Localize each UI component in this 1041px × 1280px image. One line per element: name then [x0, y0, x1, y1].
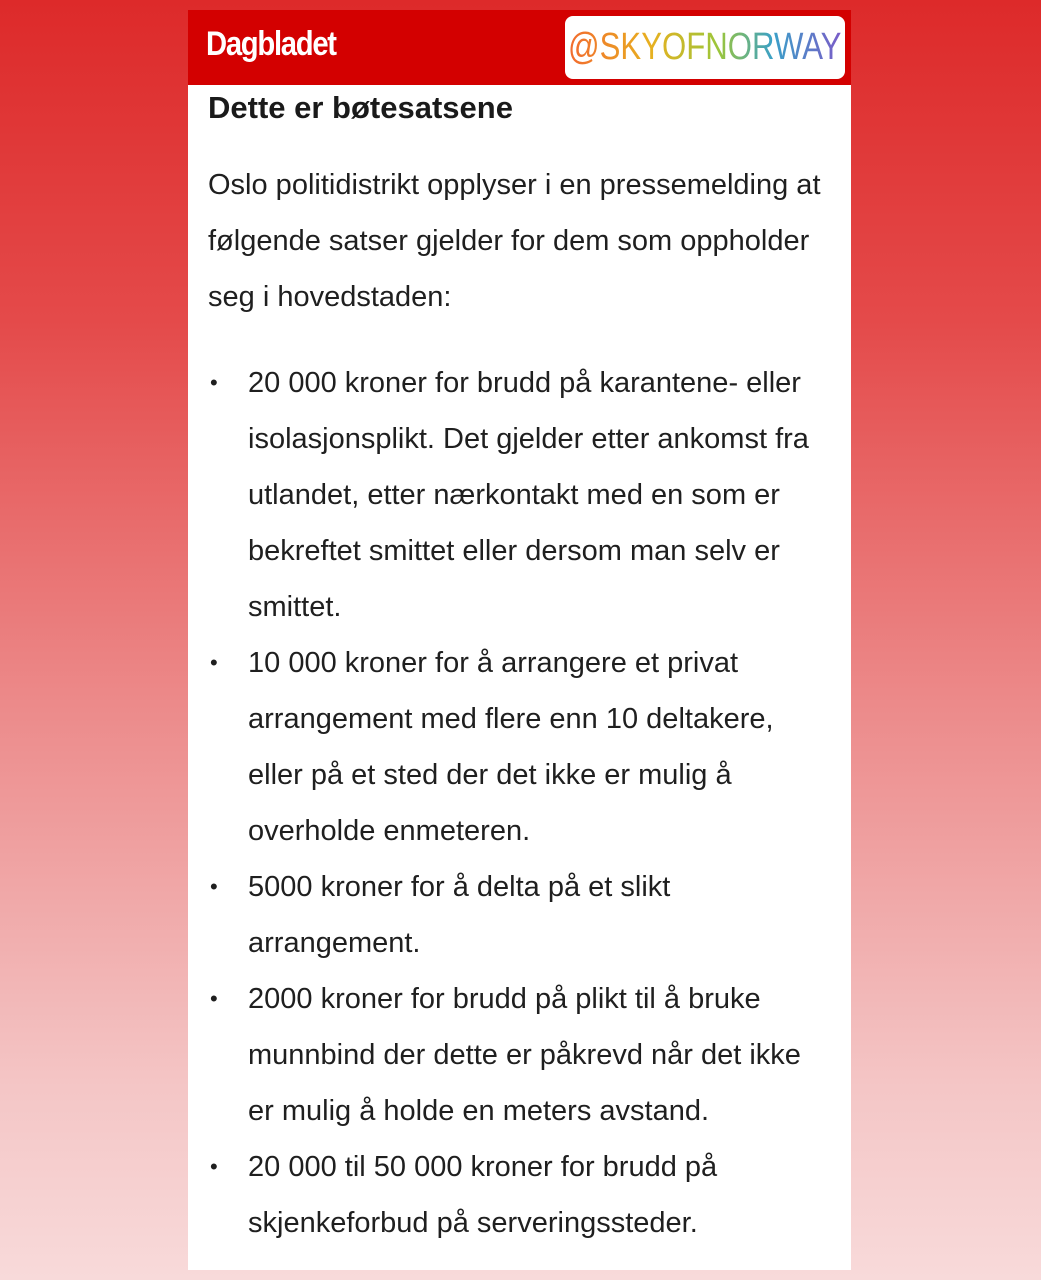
fine-text: 2000 kroner for brudd på plikt til å bruke munnbind der dette er påkrevd når det ikke er mulig å holde en meters avstand.: [248, 983, 801, 1127]
bullet-icon: •: [210, 874, 218, 899]
article-body: [188, 88, 851, 1251]
fine-text: 20 000 til 50 000 kroner for brudd på skjenkeforbud på serveringssteder.: [248, 1151, 718, 1239]
bullet-icon: •: [210, 986, 218, 1011]
account-tag-text: @SKYOFNORWAY: [568, 26, 842, 68]
fine-list-item: [208, 859, 833, 971]
fine-list-item: [208, 1139, 833, 1251]
fine-list-item: [208, 355, 833, 635]
article-screenshot-card: [188, 10, 851, 1270]
article-intro: Oslo politidistrikt opplyser i en pressemelding at følgende satser gjelder for dem som oppholder seg i hovedstaden:: [208, 169, 821, 313]
account-tag: [565, 16, 845, 79]
fine-text: 5000 kroner for å delta på et slikt arrangement.: [248, 871, 671, 959]
article-heading: Dette er bøtesatsene: [208, 90, 513, 125]
masthead: [188, 10, 851, 85]
fine-text: 10 000 kroner for å arrangere et privat arrangement med flere enn 10 deltakere, eller på et sted der det ikke er mulig å overholde enmeteren.: [248, 647, 774, 847]
fine-list: [208, 355, 833, 1251]
fine-list-item: [208, 971, 833, 1139]
bullet-icon: •: [210, 1154, 218, 1179]
bullet-icon: •: [210, 370, 218, 395]
fine-list-item: [208, 635, 833, 859]
dagbladet-logo[interactable]: Dagbladet: [206, 25, 336, 63]
fine-text: 20 000 kroner for brudd på karantene- eller isolasjonsplikt. Det gjelder etter ankomst fra utlandet, etter nærkontakt med en som er bekreftet smittet eller dersom man selv er smittet.: [248, 367, 809, 623]
bullet-icon: •: [210, 650, 218, 675]
